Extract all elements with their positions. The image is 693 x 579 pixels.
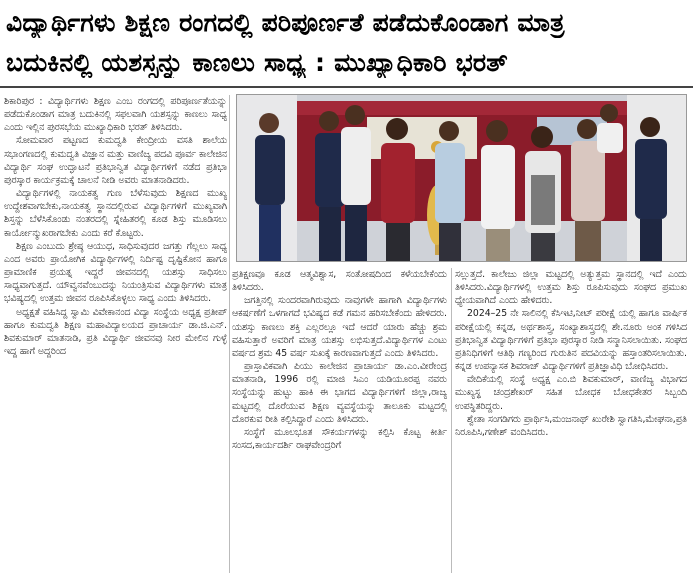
paragraph: ಪ್ರಾಸ್ತಾವಿಕವಾಗಿ ಪಿಯು ಕಾಲೇಜಿನ ಪ್ರಾಚಾರ್ಯ ಡಾ.ಎಂ.ವೀರೇಂದ್ರ ಮಾತನಾಡಿ, 1996 ರಲ್ಲಿ ಮಾಜಿ ಸಿಎಂ ಯಡಿಯೂರಪ್ಪ ನವರು ಸಂಸ್ಥೆಯನ್ನು ಹುಟ್ಟು ಹಾಕಿ ಈ ಭಾಗದ ವಿದ್ಯಾರ್ಥಿಗಳಿಗೆ ಜಿಲ್ಲಾ,ರಾಜ್ಯ ಮಟ್ಟದಲ್ಲಿ ದೊರೆಯುವ ಶಿಕ್ಷಣ ವ್ಯವಸ್ಥೆಯನ್ನು ತಾಲೂಕು ಮಟ್ಟದಲ್ಲಿ ದೊರಕುವ ರೀತಿ ಕಲ್ಪಿಸಿದ್ದಾರೆ ಎಂದು ತಿಳಿಸಿದರು. — [232, 361, 447, 425]
event-photo-illustration — [237, 95, 687, 262]
headline-line-2: ಬದುಕಿನಲ್ಲಿ ಯಶಸ್ಸನ್ನು ಕಾಣಲು ಸಾಧ್ಯ : ಮುಖ್ಯಾಧಿಕಾರಿ ಭರತ್ — [6, 48, 508, 77]
paragraph: ಸೋಮವಾರ ಪಟ್ಟಣದ ಕುಮದ್ವತಿ ಕೇಂದ್ರೀಯ ವಸತಿ ಶಾಲೆಯ ಸಭಾಂಗಣದಲ್ಲಿ ಕುಮದ್ವತಿ ವಿಜ್ಞಾನ ಮತ್ತು ವಾಣಿಜ್ಯ ಪದವಿ ಪೂರ್ವ ಕಾಲೇಜಿನ ವಿದ್ಯಾರ್ಥಿ ಸಂಘ ಉದ್ಘಾಟನೆ ಪ್ರತಿಭಾನ್ವಿತ ವಿದ್ಯಾರ್ಥಿಗಳಿಗೆ ನಡೆದ ಪ್ರತಿಭಾ ಪುರಸ್ಕಾರ ಕಾರ್ಯಕ್ರಮಕ್ಕೆ ಚಾಲನೆ ನೀಡಿ ಅವರು ಮಾತನಾಡಿದರು. — [4, 135, 227, 186]
article-column-2 — [232, 268, 447, 573]
article-column-1 — [4, 95, 227, 573]
paragraph: ಶಿಕಾರಿಪುರ : ವಿದ್ಯಾರ್ಥಿಗಳು ಶಿಕ್ಷಣ ಎಂಬ ರಂಗದಲ್ಲಿ ಪರಿಪೂರ್ಣತೆಯನ್ನು ಪಡೆದುಕೊಂಡಾಗ ಮಾತ್ರ ಬದುಕಿನಲ್ಲಿ ಸಫಲವಾಗಿ ಯಶಸ್ಸನ್ನು ಕಾಣಲು ಸಾಧ್ಯ ಎಂದು ಇಲ್ಲಿನ ಪುರಸಭೆಯ ಮುಖ್ಯಾಧಿಕಾರಿ ಭರತ್ ತಿಳಿಸಿದರು. — [4, 96, 227, 134]
event-photo — [236, 94, 687, 262]
paragraph: 2024–25 ನೇ ಸಾಲಿನಲ್ಲಿ ಕೆಸಿಇಟಿ,ನೀಟ್ ಪರೀಕ್ಷೆ ಯಲ್ಲಿ ಹಾಗೂ ವಾರ್ಷಿಕ ಪರೀಕ್ಷೆಯಲ್ಲಿ ಕನ್ನಡ, ಅರ್ಥಶಾಸ್ತ್ರ, ಸಂಖ್ಯಾಶಾಸ್ತ್ರದಲ್ಲಿ ಶೇ.ನೂರು ಅಂಕ ಗಳಿಸಿದ ಪ್ರತಿಭಾನ್ವಿತ ವಿದ್ಯಾರ್ಥಿಗಳಿಗೆ ಪ್ರತಿಭಾ ಪುರಸ್ಕಾರ ನೀಡಿ ಸನ್ಮಾನಿಸಲಾಯಿತು. ಸಂಘದ ಪ್ರತಿನಿಧಿಗಳಿಗೆ ಆತಿಥಿ ಗಣ್ಯರಿಂದ ಗುರುತಿನ ಪದವಿಯನ್ನು ಹಸ್ತಾಂತರಿಸಲಾಯಿತು. ಕನ್ನಡ ಉಪನ್ಯಾಸಕ ಶಿವರಾಜ್ ವಿದ್ಯಾರ್ಥಿಗಳಿಗೆ ಪ್ರತಿಜ್ಞಾವಿಧಿ ಬೋಧಿಸಿದರು. — [455, 308, 687, 373]
headline-line-1: ವಿದ್ಯಾರ್ಥಿಗಳು ಶಿಕ್ಷಣ ರಂಗದಲ್ಲಿ ಪರಿಪೂರ್ಣತೆ ಪಡೆದುಕೊಂಡಾಗ ಮಾತ್ರ — [6, 8, 565, 37]
paragraph: ಸಂಸ್ಥೆಗೆ ಮೂಲಭೂತ ಸೌಕರ್ಯಗಳನ್ನು ಕಲ್ಪಿಸಿ ಕೊಟ್ಟ ಕೀರ್ತಿ ಸಂಸದ,ಕಾರ್ಯದರ್ಶಿ ರಾಘವೇಂದ್ರರಿಗೆ — [232, 426, 447, 452]
paragraph: ಜಗತ್ತಿನಲ್ಲಿ ಸುಂದರವಾಗಿರುವುದು ನಾವುಗಳೇ ಹಾಗಾಗಿ ವಿದ್ಯಾರ್ಥಿಗಳು ಆಕರ್ಷಣೆಗೆ ಒಳಗಾಗದೆ ಭವಿಷ್ಯದ ಕಡೆ ಗಮನ ಹರಿಸಬೇಕೆಂದು ಹೇಳಿದರು. ಯಶಸ್ಸು ಕಾಣಲು ಶಕ್ತಿ ಎಲ್ಲರಲ್ಲೂ ಇದೆ ಆದರೆ ಯಾರು ಹೆಚ್ಚು ಶ್ರಮ ವಹಿಸುತ್ತಾರೆ ಅವರಿಗೆ ಮಾತ್ರ ಯಶಸ್ಸು ಲಭಿಸುತ್ತದೆ.ವಿದ್ಯಾರ್ಥಿಗಳ ಎಂಟು ವರ್ಷದ ಶ್ರಮ 45 ವರ್ಷ ಸುಖಕ್ಕೆ ಕಾರಣವಾಗುತ್ತದೆ ಎಂದು ತಿಳಿಸಿದರು. — [232, 295, 447, 359]
column-divider — [451, 268, 452, 573]
paragraph: ಸಲ್ಲುತ್ತದೆ. ಕಾಲೇಜು ಜಿಲ್ಲಾ ಮಟ್ಟದಲ್ಲಿ ಅತ್ಯುತ್ತಮ ಸ್ಥಾನದಲ್ಲಿ ಇದೆ ಎಂದು ತಿಳಿಸಿದರು.ವಿದ್ಯಾರ್ಥಿಗಳಲ್ಲಿ ಉತ್ತಮ ಶಿಸ್ತು ರೂಪಿಸುವುದು ಸಂಘದ ಪ್ರಮುಖ ಧ್ಯೇಯವಾಗಿದೆ ಎಂದು ಹೇಳಿದರು. — [455, 269, 687, 307]
paragraph: ಶಿಕ್ಷಣ ಎಂಬುದು ಶ್ರೇಷ್ಠ ಆಯುಧ, ಸಾಧಿಸುವುದರ ಜಗತ್ತು ಗೆಲ್ಲಲು ಸಾಧ್ಯ ಎಂದ ಅವರು ಪ್ರಾಯೋಗಿಕ ವಿದ್ಯಾರ್ಥಿಗಳಲ್ಲಿ ನಿರ್ದಿಷ್ಟ ದೃಷ್ಟಿಕೋನ ಹಾಗೂ ಪ್ರಾಮಾಣಿಕ ಪ್ರಯತ್ನ ಇದ್ದರೆ ಜೀವನದಲ್ಲಿ ಯಶಸ್ಸು ಸಾಧಿಸಲು ಸಾಧ್ಯವಾಗುತ್ತದೆ. ಯೌವ್ವನವೆಂಬುದನ್ನು ನಿಯಂತ್ರಿಸುವ ವಿದ್ಯಾರ್ಥಿಗಳು ಮಾತ್ರ ಭವಿಷ್ಯದಲ್ಲಿ ಉತ್ತಮ ಜೀವನ ರೂಪಿಸಿಕೊಳ್ಳಲು ಸಾಧ್ಯ ಎಂದು ತಿಳಿಸಿದರು. — [4, 240, 227, 305]
article-column-3 — [455, 268, 687, 573]
paragraph: ಪ್ರತಿಕ್ಷಣವೂ ಕೂಡ ಆತ್ಮವಿಶ್ವಾಸ, ಸಂತೋಷದಿಂದ ಕಳೆಯಬೇಕೆಂದು ತಿಳಿಸಿದರು. — [232, 269, 447, 294]
paragraph: ಅಧ್ಯಕ್ಷತೆ ವಹಿಸಿದ್ದ ಸ್ವಾಮಿ ವಿವೇಕಾನಂದ ವಿದ್ಯಾ ಸಂಸ್ಥೆಯ ಅಧ್ಯಕ್ಷ ಪ್ರತೀಪ್ ಹಾಗೂ ಕುಮದ್ವತಿ ಶಿಕ್ಷಣ ಮಹಾವಿದ್ಯಾಲಯದ ಪ್ರಾಚಾರ್ಯ ಡಾ.ಜಿ.ಎನ್. ಶಿವಕುಮಾರ್ ಮಾತನಾಡಿ, ಪ್ರತಿ ವಿದ್ಯಾರ್ಥಿ ಜೀವನವು ನೀರ ಮೇಲಿನ ಗುಳ್ಳೆ ಇದ್ದ ಹಾಗೆ ಅದ್ದರಿಂದ — [4, 306, 227, 357]
paragraph: ಶ್ವೇತಾ ಸಂಗಡಿಗರು ಪ್ರಾರ್ಥಿಸಿ,ಮಂಜನಾಥ್ ಖುರೇಶಿ ಸ್ವಾಗತಿಸಿ,ಮೇಘನಾ,ಪ್ರತಿ ನಿರೂಪಿಸಿ,ಗಣೇಶ್ ವಂದಿಸಿದರು. — [455, 413, 687, 438]
paragraph: ವೇದಿಕೆಯಲ್ಲಿ ಸಂಸ್ಥೆ ಅಧ್ಯಕ್ಷ ಎಂ.ಬಿ ಶಿವಕುಮಾರ್, ವಾಣಿಜ್ಯ ವಿಭಾಗದ ಮುಖ್ಯಸ್ಥ ಚಂದ್ರಶೇಖರ್ ಸಹಿತ ಬೋಧಕ ಬೋಧಕೇತರ ಸಿಬ್ಬಂದಿ ಉಪಸ್ಥಿತರಿದ್ದರು. — [455, 374, 687, 412]
paragraph: ವಿದ್ಯಾರ್ಥಿಗಳಲ್ಲಿ ನಾಯಕತ್ವ ಗುಣ ಬೆಳೆಸುವುದು ಶಿಕ್ಷಣದ ಮುಖ್ಯ ಉದ್ದೇಶವಾಗಬೇಕು,ನಾಯಕತ್ವ ಸ್ಥಾನದಲ್ಲಿರುವ ವಿದ್ಯಾರ್ಥಿಗಳಿಗೆ ಮುಖ್ಯವಾಗಿ ಶಿಸ್ತನ್ನು ಬೆಳೆಸಿಕೊಂಡು ನಂತರದಲ್ಲಿ ಸ್ನೇಹಿತರಲ್ಲಿ ಕೂಡ ಶಿಸ್ತು ಮೂಡಿಸಲು ಕಾರ್ಯೋನ್ಮುಖರಾಗಬೇಕು ಎಂದು ಕರೆ ಕೊಟ್ಟರು. — [4, 188, 227, 239]
headline-rule — [0, 86, 693, 88]
column-divider — [229, 95, 230, 573]
